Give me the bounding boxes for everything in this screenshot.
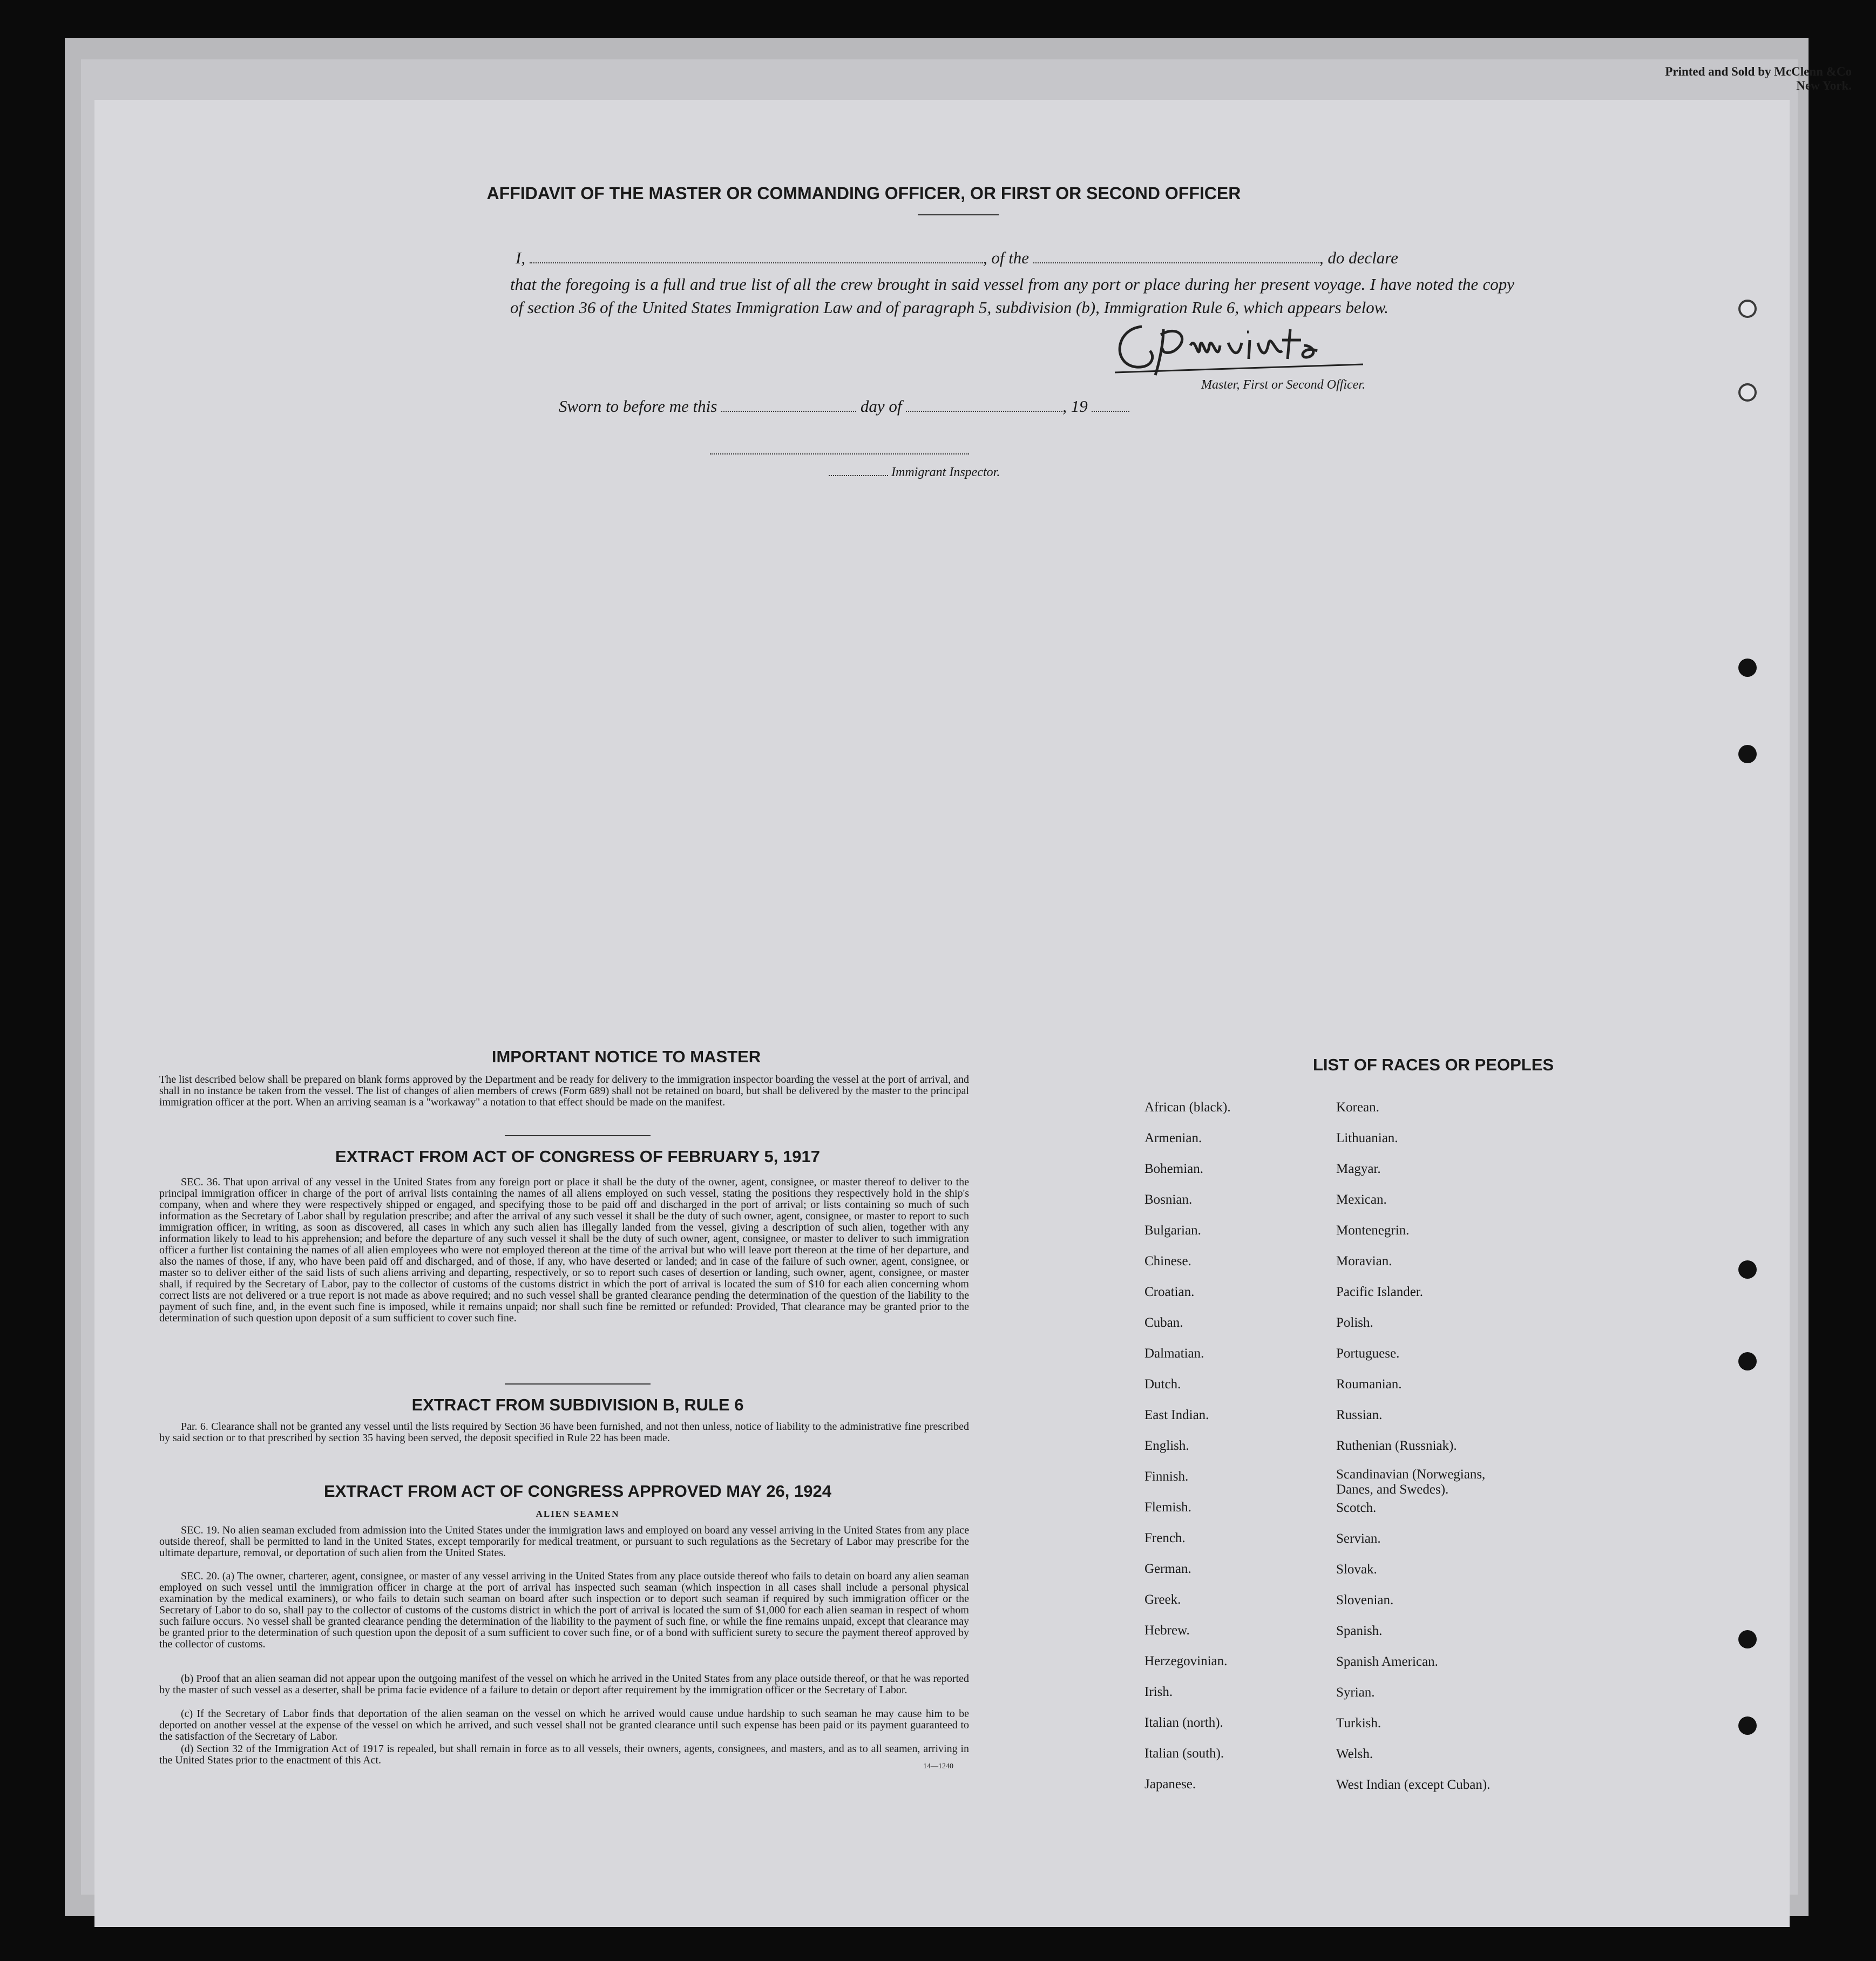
sworn-month-field[interactable] — [906, 411, 1062, 412]
sworn-year-field[interactable] — [1092, 411, 1129, 412]
extract-1924-p5: (d) Section 32 of the Immigration Act of 1917 is repealed, but shall remain in force as to all vessels, their owners, agents, consignees, and masters, and as to all seamen, arriving in the United States prior to the enactment of this Act. — [159, 1743, 969, 1766]
race-item: Finnish. — [1144, 1469, 1189, 1484]
race-item: German. — [1144, 1562, 1191, 1576]
notice-title: IMPORTANT NOTICE TO MASTER — [491, 1047, 761, 1066]
punch-hole — [1738, 1716, 1757, 1735]
race-item: Flemish. — [1144, 1500, 1191, 1515]
affidavit-body: that the foregoing is a full and true list of all the crew brought in said vessel from any port or place during her present voyage. I have noted the copy of section 36 of the United States Immigration Law and of paragraph 5, subdivision (b), Immigration Rule 6, which appears below. — [510, 275, 1514, 317]
race-item: Spanish. — [1336, 1624, 1383, 1638]
race-item: Scandinavian (Norwegians, Danes, and Swedes). — [1336, 1467, 1486, 1497]
master-signature — [1104, 313, 1385, 383]
race-item: Magyar. — [1336, 1162, 1381, 1176]
sworn-line — [559, 397, 1261, 416]
notice-text: The list described below shall be prepared on blank forms approved by the Department and be ready for delivery to the immigration inspector boarding the vessel at the port of arrival, and shall in no instance be taken from the vessel. The list of changes of alien members of crews (Form 689) shall not be retained on board, but shall be delivered by the master to the principal immigration officer at the port. When an arriving seaman is a "workaway" a notation to that effect should be made on the manifest. — [159, 1074, 969, 1108]
master-caption: Master, First or Second Officer. — [1201, 378, 1365, 392]
race-item: English. — [1144, 1438, 1189, 1453]
affidavit-line1 — [516, 248, 1520, 268]
race-item: Herzegovinian. — [1144, 1654, 1228, 1668]
printer-credit: Printed and Sold by McClenn &Co New York. — [1665, 65, 1852, 92]
extract-1924-title: EXTRACT FROM ACT OF CONGRESS APPROVED MAY 26, 1924 — [324, 1482, 831, 1501]
punch-hole — [1738, 659, 1757, 677]
extract-1924-p1: SEC. 19. No alien seaman excluded from admission into the United States under the immigration laws and employed on board any vessel arriving in the United States from any place outside thereof, shall be permitted to land in the United States, except temporarily for medical treatment, or pursuant to such regulations as the Secretary of Labor may prescribe for the ultimate departure, removal, or deportation of such alien from the United States. — [159, 1524, 969, 1559]
inspector-field[interactable] — [829, 475, 888, 476]
race-item: Scotch. — [1336, 1501, 1377, 1515]
divider — [505, 1383, 651, 1385]
race-item: Syrian. — [1336, 1685, 1375, 1700]
punch-hole — [1738, 383, 1757, 402]
sworn-day-label: day of — [860, 397, 902, 416]
race-item: Turkish. — [1336, 1716, 1381, 1731]
race-item: French. — [1144, 1531, 1186, 1545]
sworn-start: Sworn to before me this — [559, 397, 717, 416]
punch-hole — [1738, 1630, 1757, 1648]
extract-rule6-title: EXTRACT FROM SUBDIVISION B, RULE 6 — [411, 1395, 744, 1414]
race-item: Moravian. — [1336, 1254, 1392, 1268]
affidavit-title: AFFIDAVIT OF THE MASTER OR COMMANDING OFFICER, OR FIRST OR SECOND OFFICER — [486, 184, 1241, 203]
race-item: Mexican. — [1336, 1192, 1387, 1207]
race-item: Chinese. — [1144, 1254, 1191, 1268]
extract-1917-text: SEC. 36. That upon arrival of any vessel in the United States from any foreign port or place it shall be the duty of the owner, agent, consignee, or master thereof to deliver to the principal immigration officer in charge of the port of arrival lists containing the names of all aliens employed on such vessel, stating the positions they respectively hold in the ship's company, when and where they were respectively shipped or engaged, and specifying those to be paid off and discharged in the port of arrival; or lists containing so much of such information as the Secretary of Labor shall by regulation prescribe; and after the arrival of any such vessel it shall be the duty of such owner, agent, consignee, or master to report to such immigration officer, in writing, as soon as discovered, all cases in which any such alien has illegally landed from the vessel, giving a description of such alien, together with any information likely to lead to his apprehension; and before the departure of any such vessel it shall be the duty of such owner, agent, consignee, or master to deliver to such immigration officer a further list containing the names of all alien employees who were not employed thereon at the time of the arrival but who will leave port thereon at the time of her departure, and also the names of those, if any, who have been paid off and discharged, and of those, if any, who have deserted or landed; and in case of the failure of such owner, agent, consignee, or master so to deliver either of the said lists of such aliens arriving and departing, respectively, or so to report such cases of desertion or landing, such owner, agent, consignee, or master shall, if required by the Secretary of Labor, pay to the collector of customs of the customs district in which the port of arrival is located the sum of $10 for each alien concerning whom correct lists are not delivered or a true report is not made as above required; and no such vessel shall be granted clearance pending the determination of the question of the liability to the payment of such fine, and, in the event such fine is imposed, while it remains unpaid; nor shall such fine be remitted or refunded: Provided, That clearance may be granted prior to the determination of such question upon deposit of a sum sufficient to cover such fine. — [159, 1176, 969, 1324]
inspector-line — [829, 465, 1000, 480]
extract-1924-subtitle: ALIEN SEAMEN — [536, 1509, 620, 1519]
race-item: Armenian. — [1144, 1131, 1202, 1145]
race-item: Roumanian. — [1336, 1377, 1402, 1392]
divider — [505, 1135, 651, 1136]
race-item: West Indian (except Cuban). — [1336, 1777, 1491, 1792]
inspector-signature-line — [710, 453, 969, 454]
punch-hole — [1738, 300, 1757, 318]
race-item: Cuban. — [1144, 1315, 1183, 1330]
race-item: Russian. — [1336, 1408, 1383, 1422]
extract-1924-p3: (b) Proof that an alien seaman did not appear upon the outgoing manifest of the vessel on which he arrived in the United States from any place outside thereof, or that he was reported by the master of such vessel as a deserter, shall be prima facie evidence of a failure to detain or deport after requirement by the immigration officer or the Secretary of Labor. — [159, 1673, 969, 1696]
race-item: Polish. — [1336, 1315, 1373, 1330]
race-item: Montenegrin. — [1336, 1223, 1410, 1238]
form-page — [94, 100, 1790, 1927]
race-item: Dalmatian. — [1144, 1346, 1204, 1361]
extract-1924-p2: SEC. 20. (a) The owner, charterer, agent, consignee, or master of any vessel arriving in the United States from any place outside thereof who fails to detain on board any alien seaman employed on such vessel until the immigration officer in charge at the port of arrival has inspected such seaman (which inspection in all cases shall include a personal physical examination by the medical examiners), or who fails to detain such seaman on board after such inspection or to deport such seaman if required by such immigration officer or the Secretary of Labor to do so, shall pay to the collector of customs of the customs district in which the port of arrival is located the sum of $1,000 for each alien seaman in respect of whom such failure occurs. No vessel shall be granted clearance pending the determination of the liability to the payment of such fine, or while the fine remains unpaid, except that clearance may be granted prior to the determination of such question upon the deposit of a sum sufficient to cover such fine, or of a bond with sufficient surety to secure the payment thereof approved by the collector of customs. — [159, 1570, 969, 1650]
race-item: Spanish American. — [1336, 1654, 1438, 1669]
race-item: Bulgarian. — [1144, 1223, 1201, 1238]
race-item: Dutch. — [1144, 1377, 1181, 1392]
punch-hole — [1738, 745, 1757, 763]
race-item: Slovenian. — [1336, 1593, 1394, 1607]
race-item: Korean. — [1336, 1100, 1379, 1115]
race-item: Lithuanian. — [1336, 1131, 1398, 1145]
race-item: Portuguese. — [1336, 1346, 1400, 1361]
title-rule — [918, 214, 999, 215]
extract-1917-title: EXTRACT FROM ACT OF CONGRESS OF FEBRUARY 5, 1917 — [335, 1147, 820, 1166]
race-item: Italian (north). — [1144, 1715, 1223, 1730]
line1-mid: , of the — [983, 248, 1030, 267]
race-item: Bosnian. — [1144, 1192, 1193, 1207]
race-item: Welsh. — [1336, 1747, 1373, 1761]
race-item: African (black). — [1144, 1100, 1231, 1115]
race-item: Hebrew. — [1144, 1623, 1190, 1638]
race-item: Pacific Islander. — [1336, 1285, 1424, 1299]
sworn-year: , 19 — [1062, 397, 1088, 416]
race-item: Japanese. — [1144, 1777, 1196, 1792]
race-item: Croatian. — [1144, 1285, 1195, 1299]
race-item: Greek. — [1144, 1592, 1181, 1607]
races-title: LIST OF RACES OR PEOPLES — [1312, 1055, 1554, 1074]
inspector-caption: Immigrant Inspector. — [891, 465, 1000, 479]
name-field[interactable] — [530, 262, 983, 263]
race-item: Bohemian. — [1144, 1162, 1204, 1176]
punch-hole — [1738, 1260, 1757, 1279]
race-item: Slovak. — [1336, 1562, 1377, 1577]
race-item: East Indian. — [1144, 1408, 1209, 1422]
extract-1924-p4: (c) If the Secretary of Labor finds that deportation of the alien seaman on the vessel on which he arrived would cause undue hardship to such seaman he may cause him to be deported on another vessel at the expense of the vessel on which he arrived, and such vessel shall not be granted clearance until such expense has been paid or its payment guaranteed to the satisfaction of the Secretary of Labor. — [159, 1708, 969, 1742]
line1-end: , do declare — [1319, 248, 1398, 267]
punch-hole — [1738, 1352, 1757, 1370]
race-item: Irish. — [1144, 1685, 1173, 1699]
race-item: Ruthenian (Russniak). — [1336, 1438, 1457, 1453]
sworn-day-field[interactable] — [721, 411, 856, 412]
race-item: Servian. — [1336, 1531, 1381, 1546]
extract-rule6-text: Par. 6. Clearance shall not be granted any vessel until the lists required by Section 36 have been furnished, and not then unless, notice of liability to the administrative fine prescribed by said section or to that prescribed by section 35 having been served, the deposit specified in Rule 22 has been made. — [159, 1421, 969, 1444]
race-item: Italian (south). — [1144, 1746, 1224, 1761]
form-number: 14—1240 — [923, 1762, 953, 1770]
line1-start: I, — [516, 248, 526, 267]
vessel-field[interactable] — [1033, 262, 1319, 263]
